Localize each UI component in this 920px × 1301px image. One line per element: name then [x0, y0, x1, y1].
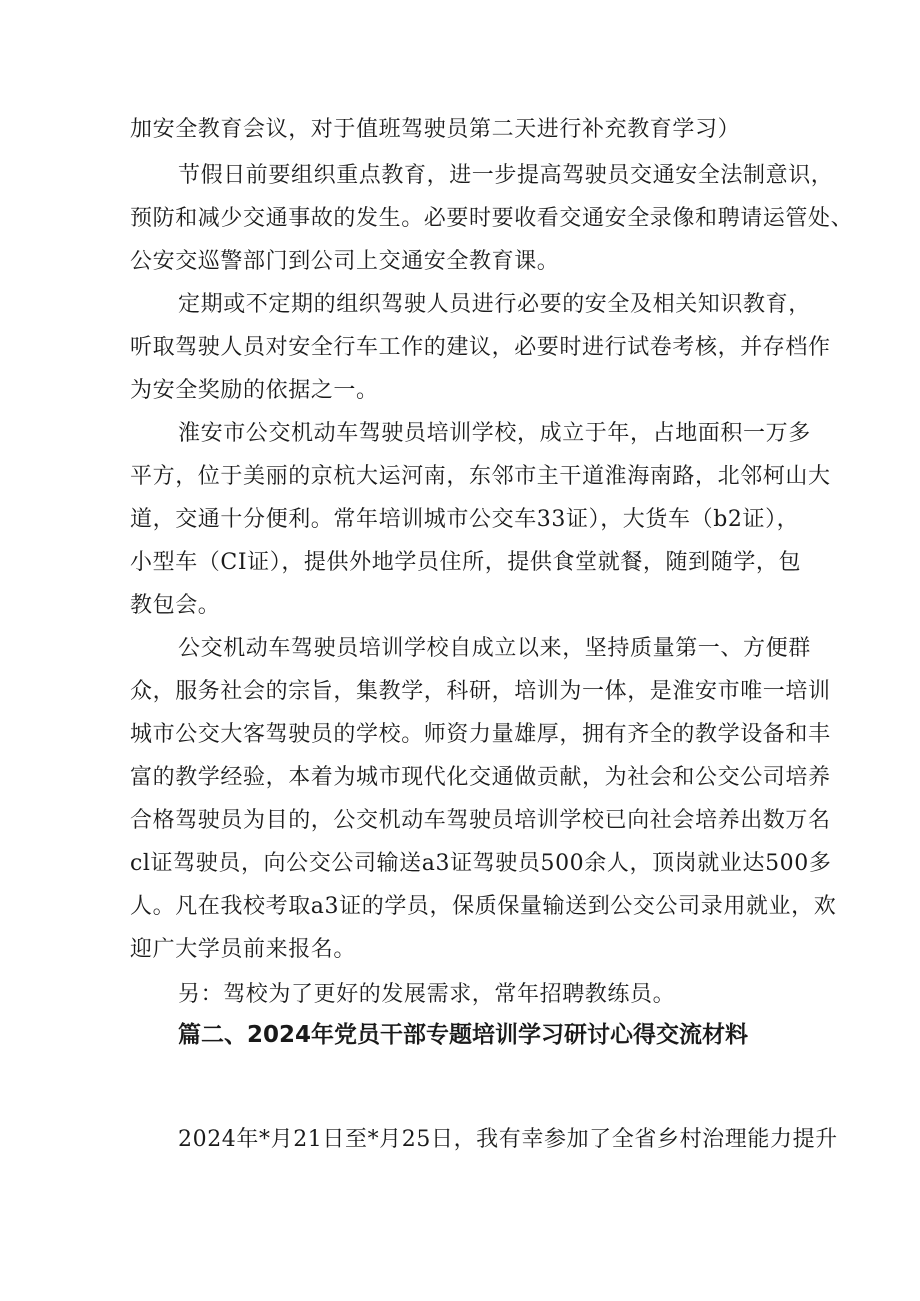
paragraph-line: 富的教学经验，本着为城市现代化交通做贡献，为社会和公交公司培养 [130, 765, 831, 790]
paragraph-line: 节假日前要组织重点教育，进一步提高驾驶员交通安全法制意识， [178, 163, 834, 188]
paragraph-line: 公交机动车驾驶员培训学校自成立以来，坚持质量第一、方便群 [178, 636, 811, 661]
section-heading: 篇二、2024年党员干部专题培训学习研讨心得交流材料 [178, 1022, 749, 1048]
paragraph-line: 定期或不定期的组织驾驶人员进行必要的安全及相关知识教育， [178, 292, 811, 317]
paragraph-line: 公安交巡警部门到公司上交通安全教育课。 [130, 249, 560, 274]
paragraph-line: 众，服务社会的宗旨，集教学，科研，培训为一体，是淮安市唯一培训 [130, 679, 831, 704]
paragraph-line: 2024年*月21日至*月25日，我有幸参加了全省乡村治理能力提升 [178, 1127, 838, 1152]
paragraph-line: 加安全教育会议，对于值班驾驶员第二天进行补充教育学习） [130, 117, 741, 142]
paragraph-line: 淮安市公交机动车驾驶员培训学校，成立于年，占地面积一万多 [178, 421, 811, 446]
paragraph-line: 为安全奖励的依据之一。 [130, 378, 379, 403]
paragraph-line: 教包会。 [130, 593, 221, 618]
paragraph-line: 合格驾驶员为目的，公交机动车驾驶员培训学校已向社会培养出数万名 [130, 808, 831, 833]
paragraph-line: 迎广大学员前来报名。 [130, 937, 357, 962]
paragraph-line: 道，交通十分便利。常年培训城市公交车33证），大货车（b2证）， [130, 507, 800, 532]
paragraph-line: cl证驾驶员，向公交公司输送a3证驾驶员500余人，顶岗就业达500多 [130, 851, 832, 876]
paragraph-line: 人。凡在我校考取a3证的学员，保质保量输送到公交公司录用就业，欢 [130, 894, 837, 919]
paragraph-line: 小型车（CI证），提供外地学员住所，提供食堂就餐，随到随学，包 [130, 550, 802, 575]
paragraph-line: 平方，位于美丽的京杭大运河南，东邻市主干道淮海南路，北邻柯山大 [130, 464, 831, 489]
paragraph-line: 听取驾驶人员对安全行车工作的建议，必要时进行试卷考核，并存档作 [130, 335, 831, 360]
paragraph-line: 预防和减少交通事故的发生。必要时要收看交通安全录像和聘请运管处、 [130, 206, 854, 231]
paragraph-line: 另：驾校为了更好的发展需求，常年招聘教练员。 [178, 982, 676, 1007]
paragraph-line: 城市公交大客驾驶员的学校。师资力量雄厚，拥有齐全的教学设备和丰 [130, 722, 831, 747]
